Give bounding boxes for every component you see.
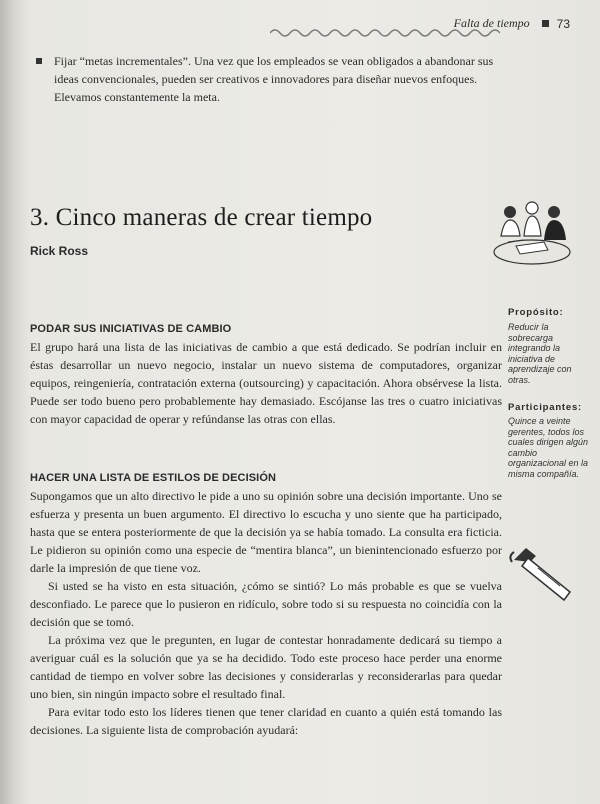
section-heading-1: PODAR SUS INICIATIVAS DE CAMBIO xyxy=(30,323,232,335)
bullet-square-icon xyxy=(36,58,42,64)
meeting-people-icon xyxy=(488,196,576,268)
section-1-body xyxy=(30,338,502,428)
paragraph: La próxima vez que le pregunten, en lugar de contestar honradamente dedicará su tiempo a averiguar cuál es la solución que ya se ha decidido. Todo este proceso hace perder una enorme cantidad de tiempo en volver sobre las decisiones y considerarlas y reconsiderarlas para quedar uno bien, sin ningún impacto sobre el resultado final. xyxy=(30,633,502,701)
purpose-text: Reducir la sobrecarga integrando la iniciativa de aprendizaje con otras. xyxy=(508,322,572,385)
bullet-text: Fijar “metas incrementales”. Una vez que los empleados se vean obligados a abandonar sus ideas convencionales, pueden ser creativos e innovadores para diseñar nuevos enfoques. Elevamos constantemente la meta. xyxy=(54,54,494,104)
chapter-author: Rick Ross xyxy=(30,244,89,258)
hammer-icon xyxy=(508,542,578,606)
section-heading-2: HACER UNA LISTA DE ESTILOS DE DECISIÓN xyxy=(30,472,277,484)
paragraph: El grupo hará una lista de las iniciativas de cambio a que está dedicado. Se podrían incluir en éstas desarrollar un nuevo negocio, instalar un nuevo sistema de computadores, organizar equipos, reingeniería, contratación externa (outsourcing) y capacitación. Ahora obsérvese la lista. Puede ser todo bueno pero probablemente hay demasiado. Escójanse las tres o cuatro iniciativas con mayor capacidad de operar y refúndanse las otras con ellas. xyxy=(30,340,502,426)
section-2-body xyxy=(30,487,502,739)
paragraph: Para evitar todo esto los líderes tienen que tener claridad en cuanto a quién está tomando las decisiones. La siguiente lista de comprobación ayudará: xyxy=(30,705,502,737)
header-square-icon xyxy=(542,20,549,27)
running-title: Falta de tiempo xyxy=(453,16,530,30)
paragraph: Si usted se ha visto en esta situación, ¿cómo se sintió? Lo más probable es que se vuelva desconfiado. Le parece que lo pusieron en ridículo, sobre todo si su respuesta no coincidía con la decisión que se tomó. xyxy=(30,579,502,629)
running-header xyxy=(454,16,570,31)
participants-label: Participantes: xyxy=(508,402,583,413)
participants-text: Quince a veinte gerentes, todos los cuales dirigen algún cambio organizacional en la misma compañía. xyxy=(508,416,589,479)
paragraph: Supongamos que un alto directivo le pide a uno su opinión sobre una decisión importante. Uno se esfuerza y presenta un buen argumento. El directivo lo escucha y uno siente que ha participado, hasta que se entera posteriormente de que la decisión ya se había tomado. La consulta era ficticia. Le pidieron su opinión como una especie de “mentira blanca”, un bienintencionado esfuerzo por darle la impresión de que tiene voz. xyxy=(30,489,502,575)
chapter-title: 3. Cinco maneras de crear tiempo xyxy=(30,204,373,231)
bullet-item xyxy=(36,52,506,106)
purpose-label: Propósito: xyxy=(508,307,564,318)
page-number: 73 xyxy=(556,16,570,31)
